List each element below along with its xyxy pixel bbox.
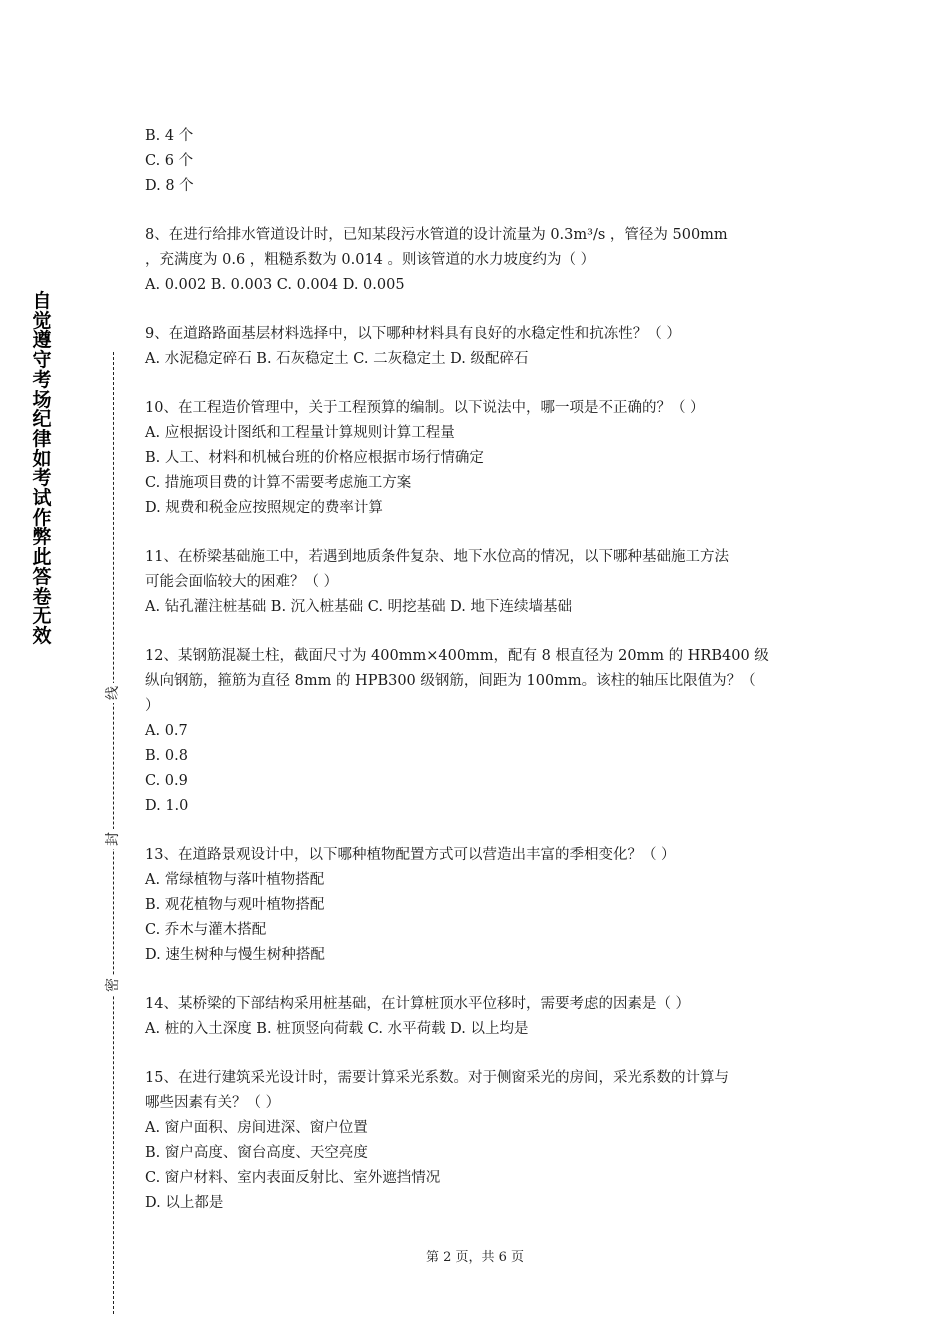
question-stem: 15、在进行建筑采光设计时，需要计算采光系数。对于侧窗采光的房间，采光系数的计算与	[145, 1070, 729, 1086]
question-stem: 纵向钢筋，箍筋为直径 8mm 的 HPB300 级钢筋，间距为 100mm。该柱的轴压比限值为？（	[145, 673, 756, 689]
question-10	[145, 396, 810, 521]
question-stem: 12、某钢筋混凝土柱，截面尺寸为 400mm×400mm，配有 8 根直径为 20mm 的 HRB400 级	[145, 648, 769, 664]
question-stem: ，充满度为 0.6 ，粗糙系数为 0.014 。则该管道的水力坡度约为（ ）	[145, 252, 596, 268]
option-line: A. 钻孔灌注桩基础 B. 沉入桩基础 C. 明挖基础 D. 地下连续墙基础	[145, 599, 573, 615]
option-line: C. 乔木与灌木搭配	[145, 922, 267, 938]
option-line: D. 规费和税金应按照规定的费率计算	[145, 500, 383, 516]
option-line: B. 4 个	[145, 128, 194, 144]
option-line: B. 观花植物与观叶植物搭配	[145, 897, 325, 913]
question-14	[145, 992, 810, 1042]
option-line: A. 水泥稳定碎石 B. 石灰稳定土 C. 二灰稳定土 D. 级配碎石	[145, 351, 529, 367]
question-stem: 8、在进行给排水管道设计时，已知某段污水管道的设计流量为 0.3m³/s ，管径为 500mm	[145, 227, 728, 243]
binding-label-line: 线	[102, 683, 124, 703]
option-line: C. 窗户材料、室内表面反射比、室外遮挡情况	[145, 1170, 441, 1186]
option-line: C. 措施项目费的计算不需要考虑施工方案	[145, 475, 412, 491]
option-line: A. 桩的入土深度 B. 桩顶竖向荷载 C. 水平荷载 D. 以上均是	[145, 1021, 529, 1037]
question-stem: 14、某桥梁的下部结构采用桩基础，在计算桩顶水平位移时，需要考虑的因素是（ ）	[145, 996, 691, 1012]
question-8	[145, 223, 810, 298]
option-line: A. 0.002 B. 0.003 C. 0.004 D. 0.005	[145, 277, 405, 293]
question-stem: ）	[145, 698, 160, 714]
question-stem: 10、在工程造价管理中，关于工程预算的编制。以下说法中，哪一项是不正确的？（ ）	[145, 400, 705, 416]
binding-label-seal: 封	[102, 829, 124, 849]
question-stem: 13、在道路景观设计中，以下哪种植物配置方式可以营造出丰富的季相变化？（ ）	[145, 847, 676, 863]
option-line: B. 0.8	[145, 748, 188, 764]
option-line: A. 0.7	[145, 723, 188, 739]
option-line: A. 窗户面积、房间进深、窗户位置	[145, 1120, 368, 1136]
option-line: B. 窗户高度、窗台高度、天空亮度	[145, 1145, 368, 1161]
question-stem: 哪些因素有关？（ ）	[145, 1095, 281, 1111]
question-13	[145, 843, 810, 968]
question-stem: 9、在道路路面基层材料选择中，以下哪种材料具有良好的水稳定性和抗冻性？（ ）	[145, 326, 681, 342]
question-12	[145, 644, 810, 819]
option-line: A. 应根据设计图纸和工程量计算规则计算工程量	[145, 425, 455, 441]
option-line: D. 以上都是	[145, 1195, 224, 1211]
question-9	[145, 322, 810, 372]
option-line: C. 6 个	[145, 153, 194, 169]
question-stem: 11、在桥梁基础施工中，若遇到地质条件复杂、地下水位高的情况，以下哪种基础施工方法	[145, 549, 729, 565]
option-line: D. 1.0	[145, 798, 189, 814]
option-line: A. 常绿植物与落叶植物搭配	[145, 872, 325, 888]
option-line: D. 速生树种与慢生树种搭配	[145, 947, 325, 963]
question-stem: 可能会面临较大的困难？（ ）	[145, 574, 339, 590]
option-line: B. 人工、材料和机械台班的价格应根据市场行情确定	[145, 450, 484, 466]
side-notice: 自觉遵守考场纪律如考试作弊此答卷无效	[32, 290, 52, 647]
binding-label-secret: 密	[102, 975, 124, 995]
question-15	[145, 1066, 810, 1216]
page-footer: 第 2 页，共 6 页	[425, 1250, 525, 1265]
question-11	[145, 545, 810, 620]
option-line: D. 8 个	[145, 178, 194, 194]
continued-options	[145, 124, 810, 199]
option-line: C. 0.9	[145, 773, 188, 789]
question-content	[145, 124, 810, 1216]
